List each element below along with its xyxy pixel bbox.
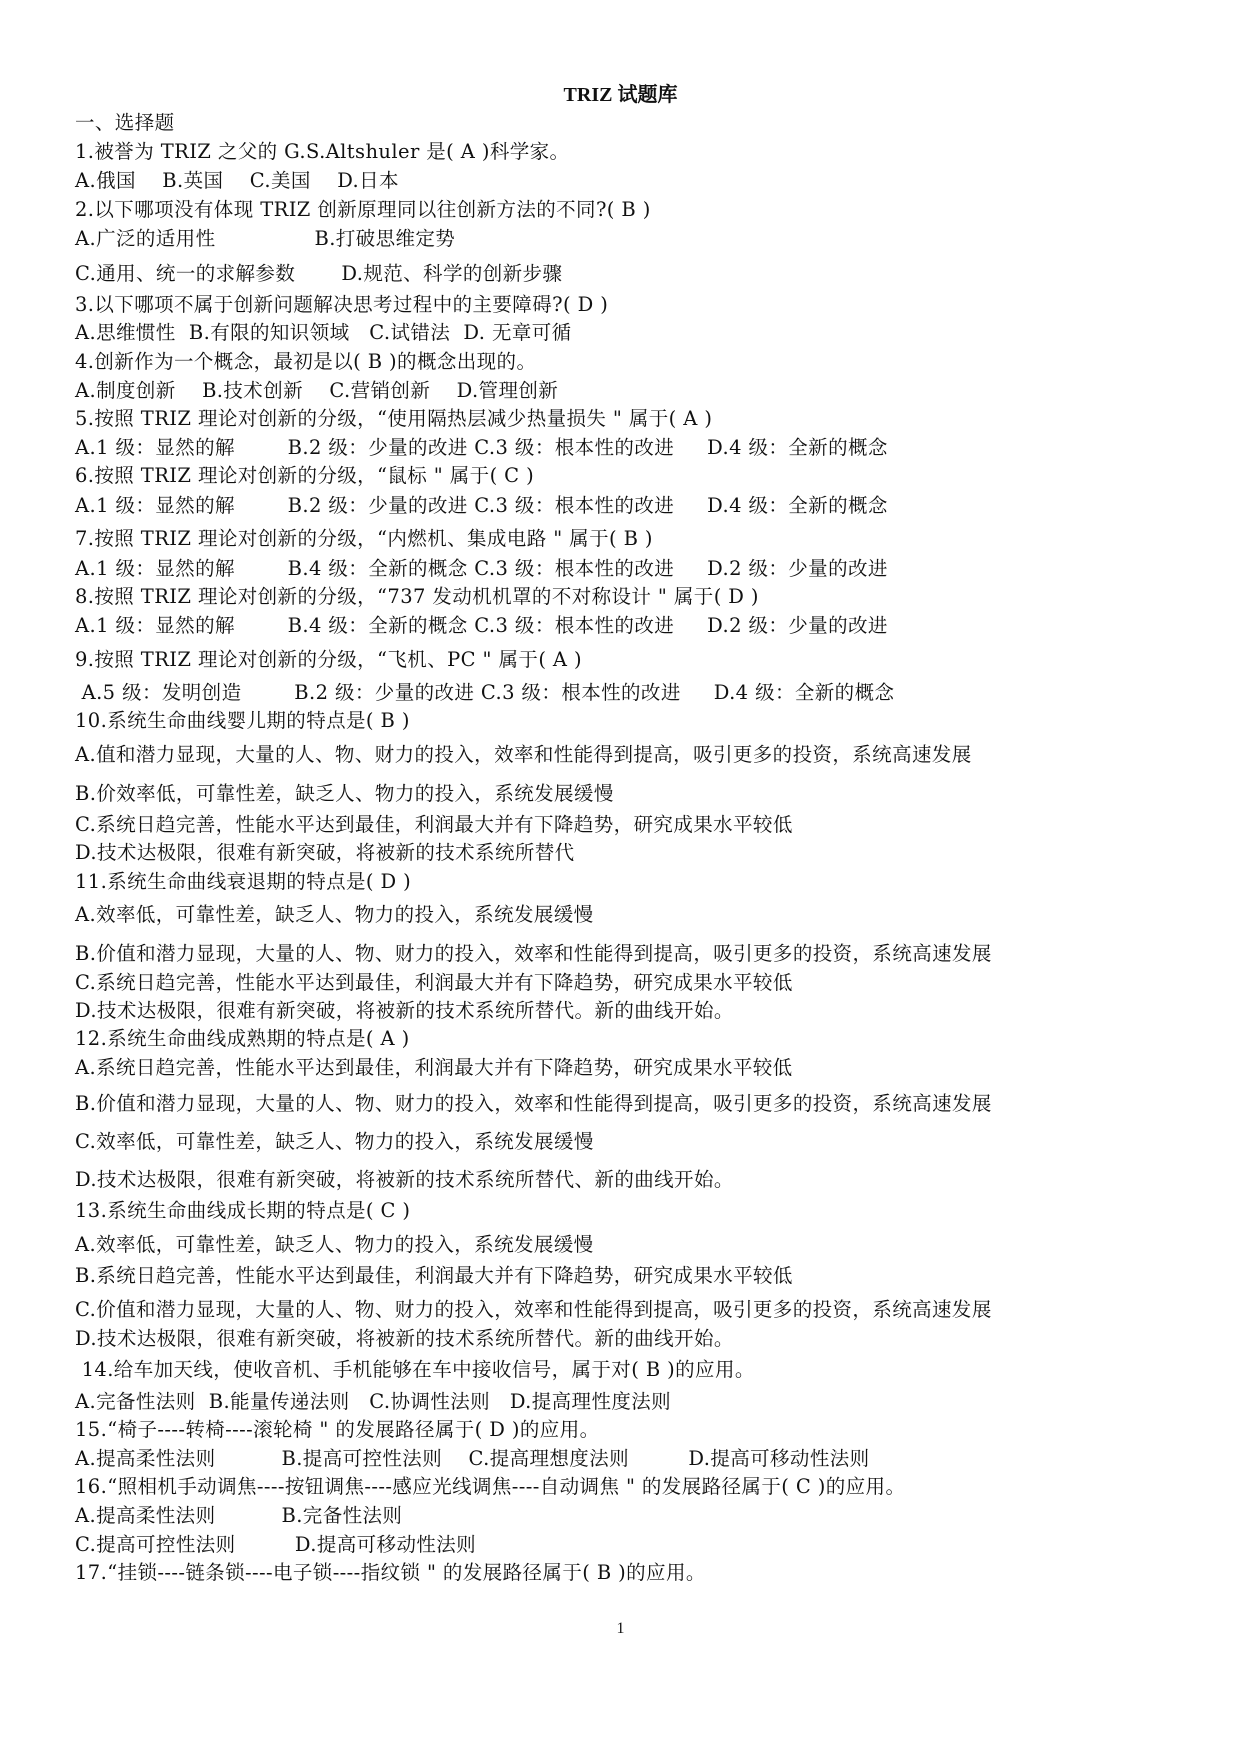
question-12: 12.系统生命曲线成熟期的特点是( A ) xyxy=(75,1027,410,1050)
question-8-options: A.1 级：显然的解 B.4 级：全新的概念 C.3 级：根本性的改进 D.2 级：少量的改进 xyxy=(75,614,888,637)
question-1: 1.被誉为 TRIZ 之父的 G.S.Altshuler 是( A )科学家。 xyxy=(75,140,570,163)
question-15-options: A.提高柔性法则 B.提高可控性法则 C.提高理想度法则 D.提高可移动性法则 xyxy=(75,1447,870,1470)
question-13: 13.系统生命曲线成长期的特点是( C ) xyxy=(75,1199,411,1222)
question-3-options: A.思维惯性 B.有限的知识领域 C.试错法 D. 无章可循 xyxy=(75,321,572,344)
question-16-options-b: C.提高可控性法则 D.提高可移动性法则 xyxy=(75,1533,477,1556)
question-11-option-a: A.效率低，可靠性差，缺乏人、物力的投入，系统发展缓慢 xyxy=(75,903,594,926)
question-11-option-c: C.系统日趋完善，性能水平达到最佳，利润最大并有下降趋势，研究成果水平较低 xyxy=(75,971,793,994)
question-5-options: A.1 级：显然的解 B.2 级：少量的改进 C.3 级：根本性的改进 D.4 级：全新的概念 xyxy=(75,436,888,459)
question-13-option-c: C.价值和潜力显现，大量的人、物、财力的投入，效率和性能得到提高，吸引更多的投资，系统高速发展 xyxy=(75,1298,992,1321)
question-12-option-b: B.价值和潜力显现，大量的人、物、财力的投入，效率和性能得到提高，吸引更多的投资，系统高速发展 xyxy=(75,1092,992,1115)
question-1-options: A.俄国 B.英国 C.美国 D.日本 xyxy=(75,169,399,192)
question-12-option-a: A.系统日趋完善，性能水平达到最佳，利润最大并有下降趋势，研究成果水平较低 xyxy=(75,1056,793,1079)
question-6: 6.按照 TRIZ 理论对创新的分级，“鼠标 " 属于( C ) xyxy=(75,464,535,487)
question-2-options-b: C.通用、统一的求解参数 D.规范、科学的创新步骤 xyxy=(75,262,563,285)
question-10-option-c: C.系统日趋完善，性能水平达到最佳，利润最大并有下降趋势，研究成果水平较低 xyxy=(75,813,793,836)
question-14: 14.给车加天线，使收音机、手机能够在车中接收信号，属于对( B )的应用。 xyxy=(75,1358,755,1381)
question-11-option-b: B.价值和潜力显现，大量的人、物、财力的投入，效率和性能得到提高，吸引更多的投资，系统高速发展 xyxy=(75,942,992,965)
question-10-option-d: D.技术达极限，很难有新突破，将被新的技术系统所替代 xyxy=(75,841,575,864)
question-7-options: A.1 级：显然的解 B.4 级：全新的概念 C.3 级：根本性的改进 D.2 级：少量的改进 xyxy=(75,557,888,580)
question-17: 17.“挂锁----链条锁----电子锁----指纹锁 " 的发展路径属于( B )的应用。 xyxy=(75,1561,706,1584)
question-4: 4.创新作为一个概念，最初是以( B )的概念出现的。 xyxy=(75,350,537,373)
question-16: 16.“照相机手动调焦----按钮调焦----感应光线调焦----自动调焦 " 的发展路径属于( C )的应用。 xyxy=(75,1475,906,1498)
question-11: 11.系统生命曲线衰退期的特点是( D ) xyxy=(75,870,412,893)
question-12-option-c: C.效率低，可靠性差，缺乏人、物力的投入，系统发展缓慢 xyxy=(75,1130,594,1153)
question-5: 5.按照 TRIZ 理论对创新的分级，“使用隔热层减少热量损失 " 属于( A ) xyxy=(75,407,713,430)
question-9: 9.按照 TRIZ 理论对创新的分级，“飞机、PC " 属于( A ) xyxy=(75,648,583,671)
document-title: TRIZ 试题库 xyxy=(563,84,678,106)
question-7: 7.按照 TRIZ 理论对创新的分级，“内燃机、集成电路 " 属于( B ) xyxy=(75,527,653,550)
question-9-options: A.5 级：发明创造 B.2 级：少量的改进 C.3 级：根本性的改进 D.4 级：全新的概念 xyxy=(75,681,895,704)
question-4-options: A.制度创新 B.技术创新 C.营销创新 D.管理创新 xyxy=(75,379,559,402)
question-13-option-b: B.系统日趋完善，性能水平达到最佳，利润最大并有下降趋势，研究成果水平较低 xyxy=(75,1264,793,1287)
question-15: 15.“椅子----转椅----滚轮椅 " 的发展路径属于( D )的应用。 xyxy=(75,1418,600,1441)
question-6-options: A.1 级：显然的解 B.2 级：少量的改进 C.3 级：根本性的改进 D.4 级：全新的概念 xyxy=(75,494,888,517)
question-16-options-a: A.提高柔性法则 B.完备性法则 xyxy=(75,1504,403,1527)
question-13-option-a: A.效率低，可靠性差，缺乏人、物力的投入，系统发展缓慢 xyxy=(75,1233,594,1256)
question-10: 10.系统生命曲线婴儿期的特点是( B ) xyxy=(75,709,410,732)
page-number: 1 xyxy=(616,1620,625,1637)
section-heading: 一、选择题 xyxy=(75,111,175,134)
question-2: 2.以下哪项没有体现 TRIZ 创新原理同以往创新方法的不同?( B ) xyxy=(75,198,651,221)
question-3: 3.以下哪项不属于创新问题解决思考过程中的主要障碍?( D ) xyxy=(75,293,609,316)
question-12-option-d: D.技术达极限，很难有新突破，将被新的技术系统所替代、新的曲线开始。 xyxy=(75,1168,734,1191)
question-10-option-a: A.值和潜力显现，大量的人、物、财力的投入，效率和性能得到提高，吸引更多的投资，系统高速发展 xyxy=(75,743,972,766)
question-8: 8.按照 TRIZ 理论对创新的分级，“737 发动机机罩的不对称设计 " 属于( D ) xyxy=(75,585,759,608)
question-10-option-b: B.价效率低，可靠性差，缺乏人、物力的投入，系统发展缓慢 xyxy=(75,782,614,805)
question-13-option-d: D.技术达极限，很难有新突破，将被新的技术系统所替代。新的曲线开始。 xyxy=(75,1327,734,1350)
question-11-option-d: D.技术达极限，很难有新突破，将被新的技术系统所替代。新的曲线开始。 xyxy=(75,999,734,1022)
question-2-options-a: A.广泛的适用性 B.打破思维定势 xyxy=(75,227,456,250)
question-14-options: A.完备性法则 B.能量传递法则 C.协调性法则 D.提高理性度法则 xyxy=(75,1390,672,1413)
